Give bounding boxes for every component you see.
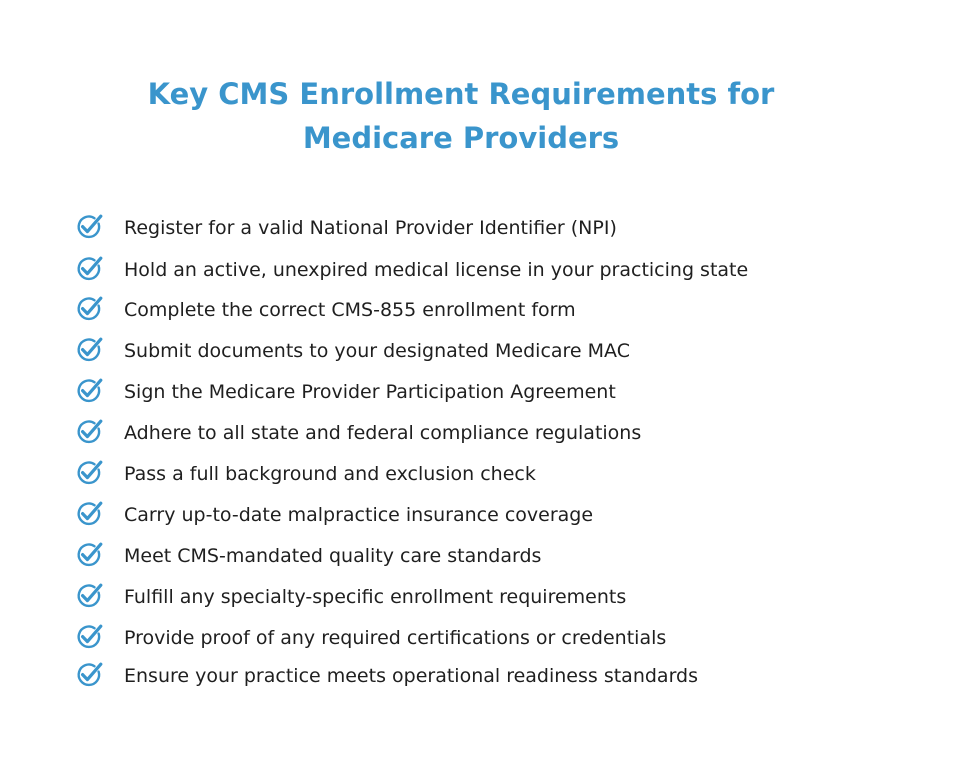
list-item (74, 294, 894, 328)
list-item (74, 458, 894, 492)
list-item (74, 581, 894, 615)
check-circle-icon (74, 622, 104, 652)
title-line-2: Medicare Providers (302, 121, 620, 155)
list-item (74, 212, 894, 246)
requirement-text: Submit documents to your designated Medicare MAC (124, 340, 630, 362)
list-item (74, 376, 894, 410)
list-item (74, 660, 894, 694)
list-item (74, 335, 894, 369)
check-circle-icon (74, 212, 104, 242)
check-circle-icon (74, 540, 104, 570)
check-circle-icon (74, 254, 104, 284)
requirement-text: Provide proof of any required certifications or credentials (124, 627, 667, 649)
list-item (74, 417, 894, 451)
requirement-text: Hold an active, unexpired medical license in your practicing state (124, 259, 749, 281)
list-item (74, 540, 894, 574)
check-circle-icon (74, 294, 104, 324)
list-item (74, 622, 894, 656)
requirement-text: Pass a full background and exclusion check (124, 463, 536, 485)
requirement-text: Ensure your practice meets operational readiness standards (124, 665, 699, 687)
requirement-text: Meet CMS-mandated quality care standards (124, 545, 542, 567)
check-circle-icon (74, 458, 104, 488)
check-circle-icon (74, 376, 104, 406)
requirement-text: Complete the correct CMS-855 enrollment form (124, 299, 576, 321)
check-circle-icon (74, 417, 104, 447)
list-item (74, 254, 894, 288)
requirement-text: Carry up-to-date malpractice insurance coverage (124, 504, 594, 526)
check-circle-icon (74, 335, 104, 365)
requirement-text: Fulfill any specialty-specific enrollment requirements (124, 586, 627, 608)
requirement-text: Register for a valid National Provider Identifier (NPI) (124, 217, 617, 239)
requirement-text: Adhere to all state and federal compliance regulations (124, 422, 642, 444)
check-circle-icon (74, 581, 104, 611)
title-line-1: Key CMS Enrollment Requirements for (147, 77, 775, 111)
check-circle-icon (74, 660, 104, 690)
list-item (74, 499, 894, 533)
check-circle-icon (74, 499, 104, 529)
requirement-text: Sign the Medicare Provider Participation Agreement (124, 381, 616, 403)
